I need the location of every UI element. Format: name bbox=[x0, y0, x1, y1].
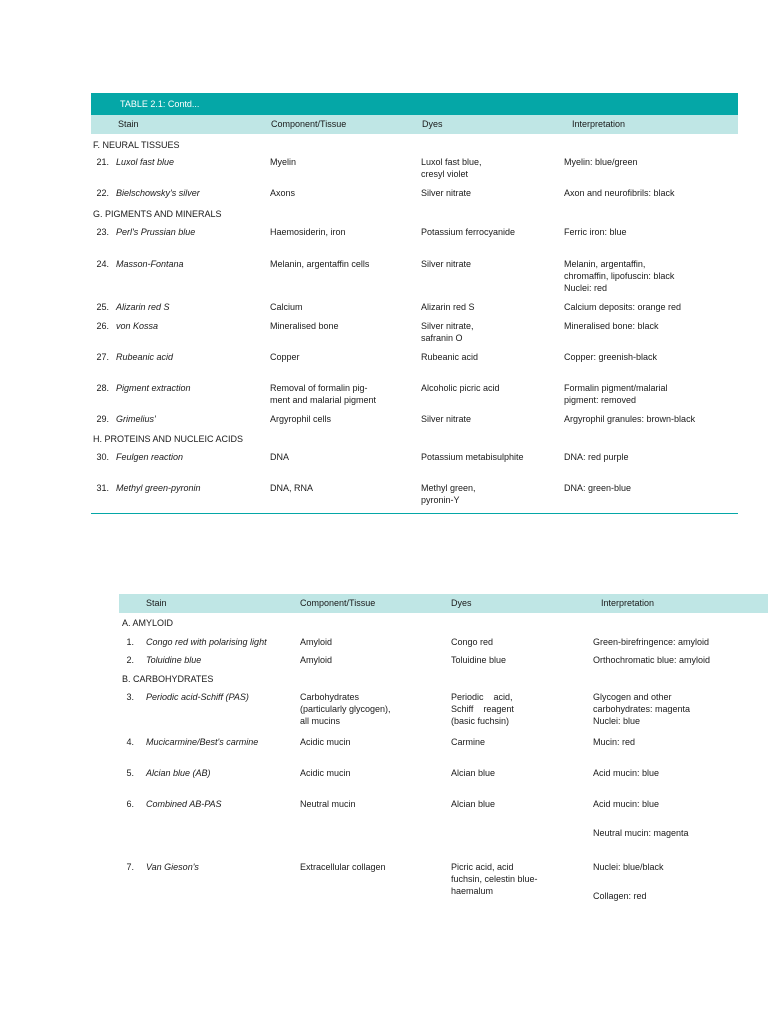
dyes-cell: Congo red bbox=[451, 637, 494, 647]
component-cell: DNA bbox=[270, 452, 290, 462]
component-cell: Copper bbox=[270, 352, 300, 362]
interpretation-line: Neutral mucin: magenta bbox=[593, 828, 689, 838]
stain-name: Toluidine blue bbox=[146, 655, 202, 665]
interpretation-line: Formalin pigment/malarial bbox=[564, 383, 668, 393]
row-number: 1. bbox=[126, 637, 134, 647]
component-cell: Argyrophil cells bbox=[270, 414, 332, 424]
row-number: 3. bbox=[126, 692, 134, 702]
dyes-cell bbox=[421, 482, 476, 506]
stain-name: Mucicarmine/Best's carmine bbox=[146, 737, 259, 747]
dyes-line: Silver nitrate, bbox=[421, 321, 474, 331]
table-title: TABLE 2.1: Contd... bbox=[91, 93, 738, 115]
row-number: 27. bbox=[96, 352, 109, 362]
stain-name: Alizarin red S bbox=[116, 302, 170, 312]
interpretation-cell bbox=[593, 861, 664, 902]
interpretation-cell: Orthochromatic blue: amyloid bbox=[593, 655, 711, 665]
component-cell: Calcium bbox=[270, 302, 303, 312]
header-component: Component/Tissue bbox=[271, 119, 347, 129]
row-number: 24. bbox=[96, 259, 109, 269]
stain-name: Feulgen reaction bbox=[116, 452, 184, 462]
interpretation-cell: DNA: red purple bbox=[564, 452, 629, 462]
interpretation-cell bbox=[593, 798, 689, 839]
interpretation-line: Collagen: red bbox=[593, 891, 647, 901]
dyes-line: fuchsin, celestin blue- bbox=[451, 874, 538, 884]
interpretation-line: Nuclei: blue bbox=[593, 716, 641, 726]
interpretation-cell: Axon and neurofibrils: black bbox=[564, 188, 675, 198]
stain-name: Methyl green-pyronin bbox=[116, 483, 201, 493]
stain-name: Alcian blue (AB) bbox=[146, 768, 211, 778]
interpretation-line: pigment: removed bbox=[564, 395, 637, 405]
row-number: 29. bbox=[96, 414, 109, 424]
stain-name: Periodic acid-Schiff (PAS) bbox=[146, 692, 249, 702]
section-heading: H. PROTEINS AND NUCLEIC ACIDS bbox=[93, 434, 244, 444]
row-number: 5. bbox=[126, 768, 134, 778]
dyes-cell: Alcian blue bbox=[451, 799, 496, 809]
header-component: Component/Tissue bbox=[300, 598, 376, 608]
dyes-cell: Silver nitrate bbox=[421, 188, 472, 198]
dyes-line: (basic fuchsin) bbox=[451, 716, 510, 726]
header-dyes: Dyes bbox=[451, 598, 472, 608]
interpretation-cell: Calcium deposits: orange red bbox=[564, 302, 682, 312]
dyes-line: pyronin-Y bbox=[421, 495, 460, 505]
section-heading: B. CARBOHYDRATES bbox=[122, 674, 214, 684]
interpretation-cell bbox=[564, 382, 668, 406]
component-cell: Acidic mucin bbox=[300, 737, 351, 747]
table-bottom-rule bbox=[91, 513, 738, 514]
row-number: 21. bbox=[96, 157, 109, 167]
component-cell: DNA, RNA bbox=[270, 483, 314, 493]
dyes-cell: Alizarin red S bbox=[421, 302, 475, 312]
component-cell: Mineralised bone bbox=[270, 321, 339, 331]
dyes-cell: Silver nitrate bbox=[421, 414, 472, 424]
interpretation-line: Melanin, argentaffin, bbox=[564, 259, 646, 269]
row-number: 6. bbox=[126, 799, 134, 809]
section-heading: G. PIGMENTS AND MINERALS bbox=[93, 209, 222, 219]
dyes-cell: Rubeanic acid bbox=[421, 352, 479, 362]
dyes-cell: Potassium metabisulphite bbox=[421, 452, 524, 462]
dyes-line: Schiff reagent bbox=[451, 704, 514, 714]
stain-name: Rubeanic acid bbox=[116, 352, 174, 362]
section-heading: F. NEURAL TISSUES bbox=[93, 140, 180, 150]
component-line: (particularly glycogen), bbox=[300, 704, 391, 714]
interpretation-line: Acid mucin: blue bbox=[593, 799, 660, 809]
dyes-cell: Potassium ferrocyanide bbox=[421, 227, 516, 237]
stain-name: von Kossa bbox=[116, 321, 159, 331]
header-stain: Stain bbox=[146, 598, 167, 608]
interpretation-line: Nuclei: blue/black bbox=[593, 862, 664, 872]
row-number: 4. bbox=[126, 737, 134, 747]
dyes-cell bbox=[451, 861, 538, 897]
dyes-line: Periodic acid, bbox=[451, 692, 513, 702]
stain-name: Bielschowsky's silver bbox=[116, 188, 200, 198]
component-line: ment and malarial pigment bbox=[270, 395, 377, 405]
interpretation-cell: Ferric iron: blue bbox=[564, 227, 627, 237]
row-number: 28. bbox=[96, 383, 109, 393]
header-interpretation: Interpretation bbox=[572, 119, 626, 129]
dyes-cell: Silver nitrate bbox=[421, 259, 472, 269]
dyes-cell: Carmine bbox=[451, 737, 486, 747]
interpretation-cell bbox=[564, 258, 674, 294]
table-header-row bbox=[119, 594, 768, 613]
stain-name: Van Gieson's bbox=[146, 862, 199, 872]
component-cell: Acidic mucin bbox=[300, 768, 351, 778]
component-cell: Haemosiderin, iron bbox=[270, 227, 346, 237]
table-header-row bbox=[91, 115, 738, 134]
header-stain: Stain bbox=[118, 119, 139, 129]
interpretation-line: carbohydrates: magenta bbox=[593, 704, 691, 714]
component-cell: Melanin, argentaffin cells bbox=[270, 259, 370, 269]
stain-name: Congo red with polarising light bbox=[146, 637, 267, 647]
interpretation-cell: Mineralised bone: black bbox=[564, 321, 659, 331]
component-cell: Amyloid bbox=[300, 637, 333, 647]
header-interpretation: Interpretation bbox=[601, 598, 655, 608]
interpretation-cell: Acid mucin: blue bbox=[593, 768, 660, 778]
interpretation-cell: Mucin: red bbox=[593, 737, 636, 747]
component-cell: Axons bbox=[270, 188, 296, 198]
stain-name: Grimelius' bbox=[116, 414, 156, 424]
row-number: 23. bbox=[96, 227, 109, 237]
row-number: 22. bbox=[96, 188, 109, 198]
dyes-cell bbox=[421, 320, 474, 344]
interpretation-cell: Argyrophil granules: brown-black bbox=[564, 414, 696, 424]
component-cell: Neutral mucin bbox=[300, 799, 356, 809]
row-number: 26. bbox=[96, 321, 109, 331]
interpretation-cell bbox=[593, 691, 690, 727]
dyes-line: haemalum bbox=[451, 886, 494, 896]
component-cell bbox=[270, 382, 376, 406]
dyes-cell bbox=[421, 156, 482, 180]
component-cell bbox=[300, 691, 391, 727]
interpretation-cell: Copper: greenish-black bbox=[564, 352, 658, 362]
interpretation-line: chromaffin, lipofuscin: black bbox=[564, 271, 675, 281]
interpretation-line: Nuclei: red bbox=[564, 283, 608, 293]
interpretation-line: Glycogen and other bbox=[593, 692, 672, 702]
stain-name: Combined AB-PAS bbox=[146, 799, 222, 809]
stain-name: Perl's Prussian blue bbox=[116, 227, 196, 237]
row-number: 30. bbox=[96, 452, 109, 462]
dyes-line: safranin O bbox=[421, 333, 463, 343]
dyes-cell bbox=[451, 691, 514, 727]
header-dyes: Dyes bbox=[422, 119, 443, 129]
dyes-cell: Alcoholic picric acid bbox=[421, 383, 500, 393]
row-number: 7. bbox=[126, 862, 134, 872]
stain-name: Luxol fast blue bbox=[116, 157, 175, 167]
component-line: Carbohydrates bbox=[300, 692, 360, 702]
component-cell: Amyloid bbox=[300, 655, 333, 665]
dyes-cell: Toluidine blue bbox=[451, 655, 507, 665]
interpretation-cell: DNA: green-blue bbox=[564, 483, 632, 493]
row-number: 31. bbox=[96, 483, 109, 493]
dyes-line: Methyl green, bbox=[421, 483, 476, 493]
component-cell: Myelin bbox=[270, 157, 297, 167]
component-line: all mucins bbox=[300, 716, 341, 726]
section-heading: A. AMYLOID bbox=[122, 618, 174, 628]
dyes-line: Luxol fast blue, bbox=[421, 157, 482, 167]
dyes-line: Picric acid, acid bbox=[451, 862, 514, 872]
interpretation-cell: Green-birefringence: amyloid bbox=[593, 637, 710, 647]
interpretation-cell: Myelin: blue/green bbox=[564, 157, 638, 167]
stain-name: Pigment extraction bbox=[116, 383, 191, 393]
row-number: 2. bbox=[126, 655, 134, 665]
component-line: Removal of formalin pig- bbox=[270, 383, 368, 393]
row-number: 25. bbox=[96, 302, 109, 312]
stain-name: Masson-Fontana bbox=[116, 259, 184, 269]
dyes-line: cresyl violet bbox=[421, 169, 469, 179]
dyes-cell: Alcian blue bbox=[451, 768, 496, 778]
component-cell: Extracellular collagen bbox=[300, 862, 386, 872]
